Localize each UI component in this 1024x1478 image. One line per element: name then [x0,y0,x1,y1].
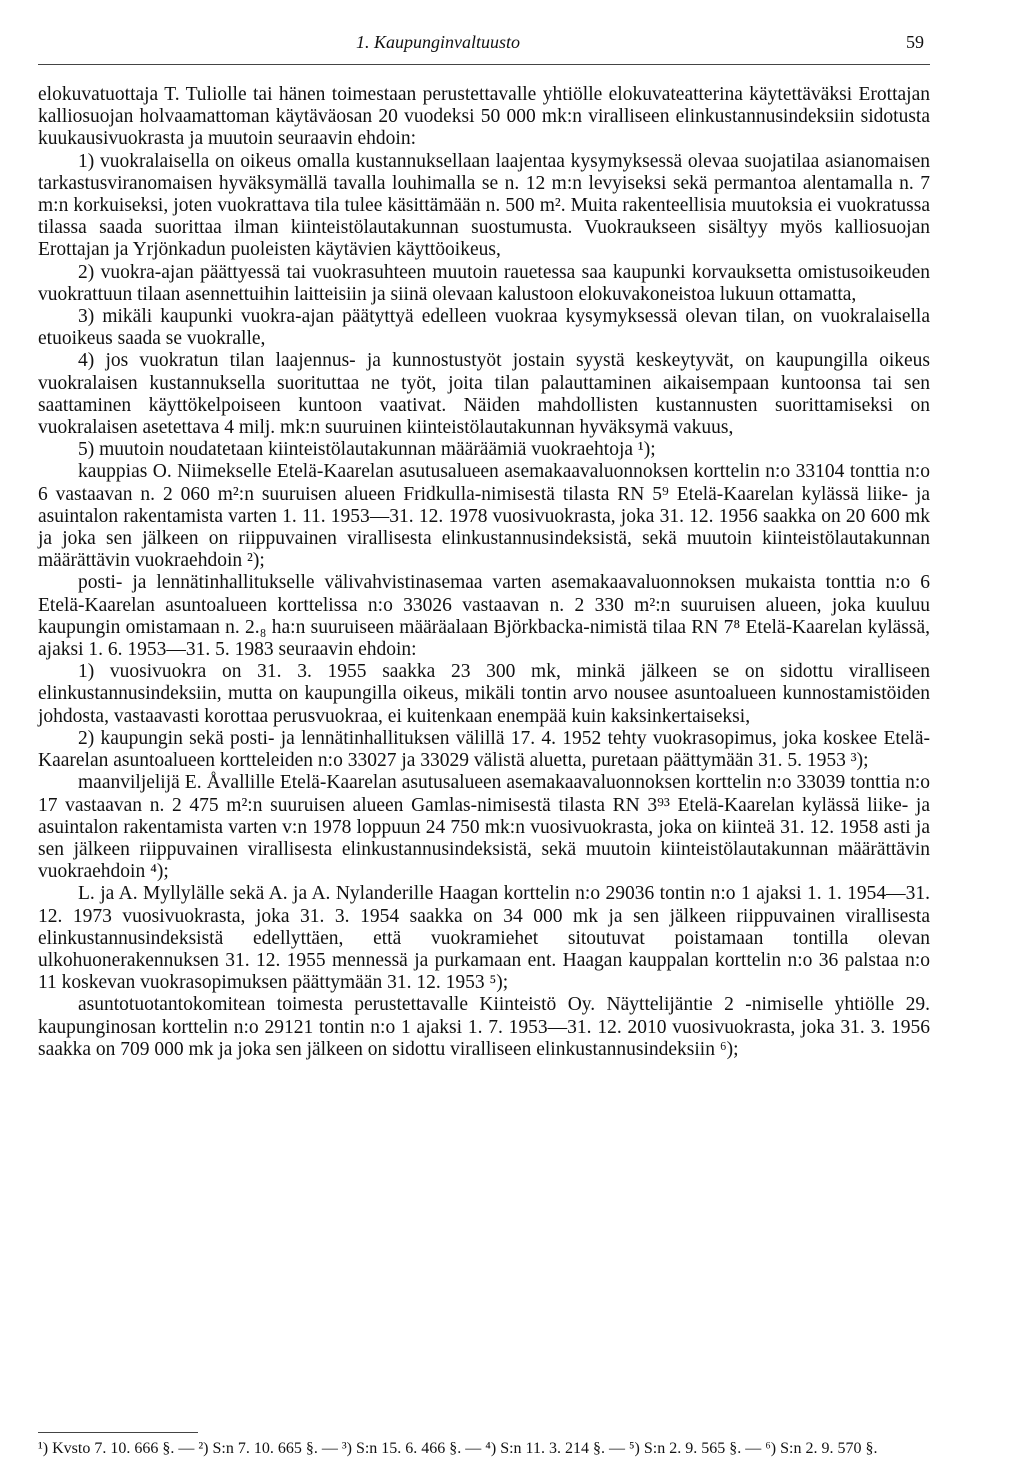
footnotes: ¹) Kvsto 7. 10. 666 §. — ²) S:n 7. 10. 665 §. — ³) S:n 15. 6. 466 §. — ⁴) S:n 11. 3. 214 §. — ⁵) S:n 2. 9. 565 §. — ⁶) S:n 2. 9. 570 §. [38,1440,878,1457]
body-text [38,84,930,1061]
paragraph: 4) jos vuokratun tilan laajennus- ja kunnostustyöt jostain syystä keskeytyvät, on kaupungilla oikeus vuokralaisen kustannuksella suorituttaa ne työt, joita tilan palauttaminen aikaisempaan kuntoonsa tai sen saattaminen käyttökelpoiseen kuntoon vaativat. Näiden mahdollisten kustannusten suorittamiseksi on vuokralaisen asetettava 4 milj. mk:n suuruinen kiinteistölautakunnan hyväksymä vakuus, [38,350,930,439]
header-title: 1. Kaupunginvaltuusto [356,32,521,52]
paragraph: 1) vuosivuokra on 31. 3. 1955 saakka 23 300 mk, minkä jälkeen se on sidottu viralliseen elinkustannusindeksiin, mutta on kaupungilla oikeus, mikäli tontin arvo nousee asuntoalueen kunnostamistöiden johdosta, vastaavasti korottaa perusvuokraa, ei kuitenkaan enempää kuin kaksinkertaiseksi, [38,661,930,727]
paragraph: L. ja A. Myllylälle sekä A. ja A. Nylanderille Haagan korttelin n:o 29036 tontin n:o 1 ajaksi 1. 1. 1954—31. 12. 1973 vuosivuokrasta, joka 31. 3. 1954 saakka on 34 000 mk ja sen jälkeen riippuvainen virallisesta elinkustannusindeksistä edellyttäen, että vuokramiehet sitoutuvat poistamaan tontilla olevan ulkohuonerakennuksen 31. 12. 1955 mennessä ja purkamaan ent. Haagan kauppalan korttelin n:o 36 palstaa n:o 11 koskevan vuokrasopimuksen päättymään 31. 12. 1953 ⁵); [38,883,930,994]
paragraph: 3) mikäli kaupunki vuokra-ajan päätyttyä edelleen vuokraa kysymyksessä olevan tilan, on vuokralaisella etuoikeus saada se vuokralle, [38,306,930,350]
paragraph: 5) muutoin noudatetaan kiinteistölautakunnan määräämiä vuokraehtoja ¹); [78,439,656,461]
paragraph: kauppias O. Niimekselle Etelä-Kaarelan asutusalueen asemakaavaluonnoksen korttelin n:o 33104 tonttia n:o 6 vastaavan n. 2 060 m²:n suuruisen alueen Fridkulla-nimisestä tilasta RN 5⁹ Etelä-Kaarelan kylässä liike- ja asuintalon rakentamista varten 1. 11. 1953—31. 12. 1978 vuosivuokrasta, joka 31. 12. 1956 saakka on 20 600 mk ja joka sen jälkeen on riippuvainen virallisesta elinkustannusindeksistä, sekä muutoin kiinteistölautakunnan määrättävin vuokraehdoin ²); [38,461,930,572]
paragraph: 2) vuokra-ajan päättyessä tai vuokrasuhteen muutoin rauetessa saa kaupunki korvauksetta omistusoikeuden vuokrattuun tilaan asennettuihin laitteisiin ja siinä olevaan kalustoon elokuvakoneistoa lukuun ottamatta, [38,261,930,305]
paragraph: elokuvatuottaja T. Tuliolle tai hänen toimestaan perustettavalle yhtiölle elokuvateatterina käytettäväksi Erottajan kalliosuojan holvaamattoman käytäväosan 20 vuodeksi 50 000 mk:n viralliseen elinkustannusindeksiin sidotusta kuukausivuokrasta ja muutoin seuraavin ehdoin: [38,84,930,150]
paragraph: asuntotuotantokomitean toimesta perustettavalle Kiinteistö Oy. Näyttelijäntie 2 -nimiselle yhtiölle 29. kaupunginosan korttelin n:o 29121 tontin n:o 1 ajaksi 1. 7. 1953—31. 12. 2010 vuosivuokrasta, joka 31. 3. 1956 saakka on 709 000 mk ja joka sen jälkeen on sidottu viralliseen elinkustannusindeksiin ⁶); [38,994,930,1060]
page-number: 59 [906,32,924,52]
paragraph: 2) kaupungin sekä posti- ja lennätinhallituksen välillä 17. 4. 1952 tehty vuokrasopimus, joka koskee Etelä-Kaarelan asuntoalueen kortteleiden n:o 33027 ja 33029 välistä aluetta, puretaan päättymään 31. 5. 1953 ³); [38,727,930,772]
paragraph: posti- ja lennätinhallitukselle välivahvistinasemaa varten asemakaavaluonnoksen mukaista tonttia n:o 6 Etelä-Kaarelan asuntoalueen korttelissa n:o 33026 vastaavan n. 2 330 m²:n suuruisen alueen, joka kuuluu kaupungin omistamaan n. 2.₈ ha:n suuruiseen määräalaan Björkbacka-nimistä tilaa RN 7⁸ Etelä-Kaarelan kylässä, ajaksi 1. 6. 1953—31. 5. 1983 seuraavin ehdoin: [38,572,930,661]
header-divider [38,64,930,65]
footnote-divider [38,1432,198,1433]
paragraph: maanviljelijä E. Åvallille Etelä-Kaarelan asutusalueen asemakaavaluonnoksen korttelin n:o 33039 tonttia n:o 17 vastaavan n. 2 475 m²:n suuruisen alueen Gamlas-nimisestä tilasta RN 3⁹³ Etelä-Kaarelan kylässä liike- ja asuintalon rakentamista varten v:n 1978 loppuun 24 750 mk:n vuosivuokrasta, joka on kiinteä 31. 12. 1958 asti ja sen jälkeen riippuvainen virallisesta elinkustannusindeksistä, sekä muutoin kiinteistölautakunnan määrättävin vuokraehdoin ⁴); [38,772,930,883]
paragraph: 1) vuokralaisella on oikeus omalla kustannuksellaan laajentaa kysymyksessä olevaa suojatilaa asianomaisen tarkastusviranomaisen hyväksymällä tavalla louhimalla se n. 12 m:n levyiseksi sekä permantoa alentamalla n. 7 m:n korkuiseksi, joten vuokrattava tila tulee käsittämään n. 500 m². Muita rakenteellisia muutoksia ei vuokratussa tilassa saada suorittaa ilman kiinteistölautakunnan suostumusta. Vuokraukseen sisältyy myös kalliosuojan Erottajan ja Yrjönkadun puoleisten käytävien käyttöoikeus, [38,150,930,261]
